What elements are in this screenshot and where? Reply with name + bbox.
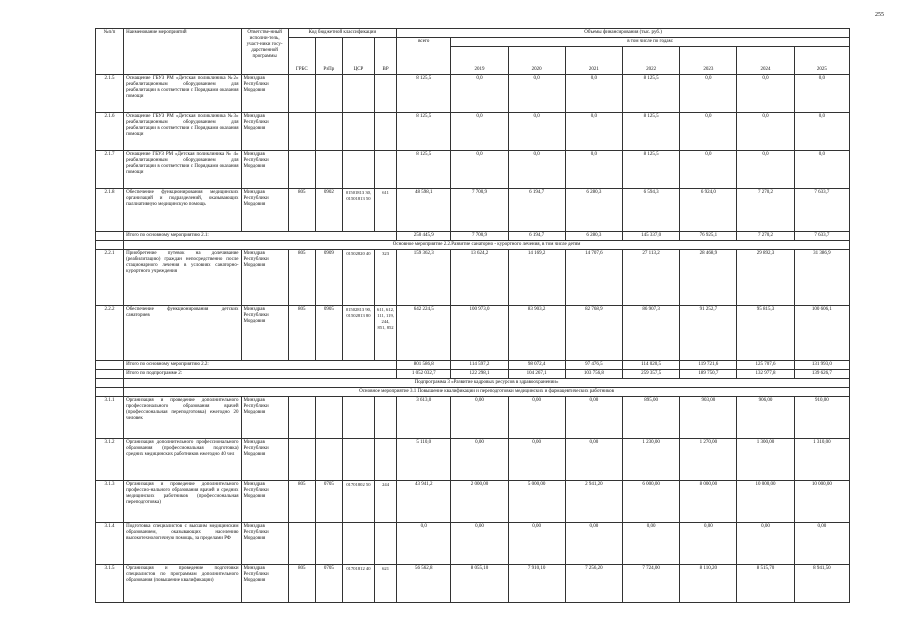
- row-year-value: 910,00: [794, 397, 849, 439]
- row-year-value: 0,0: [451, 113, 508, 151]
- row-year-value: 0,0: [794, 75, 849, 113]
- total-year-value: 7 270,2: [737, 232, 794, 241]
- budget-code-header: Код бюджетной классификации: [288, 29, 396, 38]
- row-year-value: 1 300,00: [737, 439, 794, 481]
- row-csr: 01502813 90, 01502813 80: [342, 306, 374, 361]
- table-row: [96, 151, 850, 189]
- total-year-value: 189 750,7: [680, 370, 737, 379]
- col-num-header: №п/п: [96, 29, 124, 75]
- row-year-value: 8 055,10: [451, 565, 508, 603]
- row-year-value: 6 594,3: [622, 189, 679, 232]
- row-name: Организация и проведение дополнительного профессионального образования врачей (профессиональная переподготовка) ежегодно 20 человек: [124, 397, 241, 439]
- row-year-value: 0,0: [794, 151, 849, 189]
- row-year-value: 14 169,2: [508, 250, 565, 306]
- row-responsible: Минздрав Республики Мордовия: [241, 439, 288, 481]
- col-grbs-header: ГРБС: [288, 38, 315, 75]
- row-year-value: 2 941,20: [565, 481, 622, 523]
- row-year-value: 5 000,00: [508, 481, 565, 523]
- row-year-value: 1 310,00: [794, 439, 849, 481]
- col-name-header: Наименование мероприятий: [124, 29, 241, 75]
- total-year-value: 7 700,9: [451, 232, 508, 241]
- row-grbs: [288, 397, 315, 439]
- row-rzpr: 0705: [315, 481, 342, 523]
- row-number: 3.1.3: [96, 481, 124, 523]
- row-year-value: 0,0: [737, 113, 794, 151]
- row-grbs: 805: [288, 250, 315, 306]
- row-rzpr: [315, 397, 342, 439]
- section-blank: [96, 379, 124, 388]
- year-header: 2025: [794, 47, 849, 75]
- row-csr: [342, 151, 374, 189]
- total-year-value: 97 476,5: [565, 361, 622, 370]
- row-year-value: 0,0: [737, 75, 794, 113]
- row-year-value: 82 768,9: [565, 306, 622, 361]
- row-vr: 323: [375, 250, 397, 306]
- total-year-value: 114 597,2: [451, 361, 508, 370]
- row-vr: 611, 612, 111, 119, 244, 851, 852: [375, 306, 397, 361]
- year-header: 2021: [565, 47, 622, 75]
- row-number: 3.1.1: [96, 397, 124, 439]
- row-rzpr: 0705: [315, 565, 342, 603]
- page-number: 255: [875, 12, 884, 18]
- row-year-value: 0,0: [680, 113, 737, 151]
- row-year-value: 0,0: [565, 113, 622, 151]
- section-blank: [96, 388, 124, 397]
- row-number: 2.1.8: [96, 189, 124, 232]
- row-year-value: 8 125,5: [622, 151, 679, 189]
- row-csr: 01701802 50: [342, 481, 374, 523]
- incl-years-header: в том числе по годам:: [451, 38, 850, 47]
- row-csr: [342, 397, 374, 439]
- row-csr: [342, 523, 374, 565]
- row-name: Оснащение ГБУЗ РМ «Детская поликлиника №3» реабилитационным оборудованием для реабилитации в соответствии с Порядками оказания помощи: [124, 113, 241, 151]
- row-responsible: Минздрав Республики Мордовия: [241, 189, 288, 232]
- row-year-value: 0,00: [794, 523, 849, 565]
- row-vr: [375, 439, 397, 481]
- row-year-value: 86 907,3: [622, 306, 679, 361]
- total-label: Итого по основному мероприятию 2.2:: [124, 361, 397, 370]
- row-total: 8 125,5: [397, 151, 451, 189]
- row-year-value: 0,0: [508, 75, 565, 113]
- section-row: [96, 388, 850, 397]
- row-responsible: Минздрав Республики Мордовия: [241, 523, 288, 565]
- row-grbs: [288, 75, 315, 113]
- table-row: [96, 75, 850, 113]
- row-year-value: 10 000,00: [794, 481, 849, 523]
- row-year-value: 6 924,0: [680, 189, 737, 232]
- row-year-value: 6 280,3: [565, 189, 622, 232]
- row-year-value: 0,0: [680, 151, 737, 189]
- row-year-value: 7 910,10: [508, 565, 565, 603]
- year-header: 2022: [622, 47, 679, 75]
- row-number: 3.1.2: [96, 439, 124, 481]
- total-label: Итого по основному мероприятию 2.1:: [124, 232, 397, 241]
- row-total: 5 110,0: [397, 439, 451, 481]
- table-row: [96, 306, 850, 361]
- row-responsible: Минздрав Республики Мордовия: [241, 151, 288, 189]
- row-year-value: 903,00: [680, 397, 737, 439]
- row-year-value: 0,0: [794, 113, 849, 151]
- row-year-value: 1 230,00: [622, 439, 679, 481]
- row-rzpr: [315, 151, 342, 189]
- row-vr: [375, 75, 397, 113]
- table-row: [96, 523, 850, 565]
- row-year-value: 13 624,2: [451, 250, 508, 306]
- row-rzpr: 0905: [315, 306, 342, 361]
- row-year-value: 906,00: [737, 397, 794, 439]
- row-rzpr: 0902: [315, 189, 342, 232]
- row-year-value: 29 892,3: [737, 250, 794, 306]
- row-vr: [375, 523, 397, 565]
- total-year-value: 131 993,0: [794, 361, 849, 370]
- row-year-value: 6 000,00: [622, 481, 679, 523]
- section-title: Подпрограмма 3 «Развитие кадровых ресурсов в здравоохранении»: [124, 379, 850, 388]
- row-name: Приобретение путевок на долечивание (реабилитацию) граждан непосредственно после стационарного лечения в условиях санаторно-курортного учреждения: [124, 250, 241, 306]
- table-row: [96, 113, 850, 151]
- row-year-value: 8 125,5: [622, 113, 679, 151]
- row-total: 3 613,0: [397, 397, 451, 439]
- total-year-value: 6 194,7: [508, 232, 565, 241]
- row-responsible: Минздрав Республики Мордовия: [241, 75, 288, 113]
- row-responsible: Минздрав Республики Мордовия: [241, 250, 288, 306]
- row-year-value: 1 270,00: [680, 439, 737, 481]
- row-name: Организация и проведение дополнительного профессио-нального образования врачей и средних медицинских работников (профессиональная переподготовка): [124, 481, 241, 523]
- row-rzpr: [315, 439, 342, 481]
- col-vr-header: ВР: [375, 38, 397, 75]
- table-body: [96, 75, 850, 603]
- row-year-value: 0,0: [680, 75, 737, 113]
- col-rzpr-header: РзПр: [315, 38, 342, 75]
- row-name: Организация и проведение подготовки специалистов по программам дополнительного образования (повышение квалификации): [124, 565, 241, 603]
- total-year-value: 122 298,1: [451, 370, 508, 379]
- row-responsible: Минздрав Республики Мордовия: [241, 481, 288, 523]
- row-year-value: 7 256,20: [565, 565, 622, 603]
- row-year-value: 7 270,2: [737, 189, 794, 232]
- row-year-value: 0,00: [565, 439, 622, 481]
- row-rzpr: [315, 113, 342, 151]
- total-year-value: 139 626,7: [794, 370, 849, 379]
- row-year-value: 95 815,3: [737, 306, 794, 361]
- year-header: 2019: [451, 47, 508, 75]
- row-grbs: 805: [288, 306, 315, 361]
- total-label: Итого по подпрограмме 2:: [124, 370, 397, 379]
- row-year-value: 100 606,1: [794, 306, 849, 361]
- row-year-value: 895,00: [622, 397, 679, 439]
- row-rzpr: [315, 523, 342, 565]
- total-year-value: 103 756,8: [565, 370, 622, 379]
- total-value: 801 586,8: [397, 361, 451, 370]
- row-csr: [342, 439, 374, 481]
- table-row: [96, 565, 850, 603]
- table-row: [96, 397, 850, 439]
- finance-header: Объемы финансирования (тыс. руб.): [397, 29, 850, 38]
- row-total: 642 224,5: [397, 306, 451, 361]
- row-year-value: 6 194,7: [508, 189, 565, 232]
- row-year-value: 8 125,5: [622, 75, 679, 113]
- total-year-value: 145 337,0: [622, 232, 679, 241]
- row-number: 3.1.4: [96, 523, 124, 565]
- subprogram-row: [96, 379, 850, 388]
- row-year-value: 83 903,2: [508, 306, 565, 361]
- row-rzpr: 0909: [315, 250, 342, 306]
- row-responsible: Минздрав Республики Мордовия: [241, 113, 288, 151]
- row-year-value: 0,00: [565, 397, 622, 439]
- total-row: [96, 361, 850, 370]
- row-vr: [375, 397, 397, 439]
- row-vr: 244: [375, 481, 397, 523]
- row-name: Обеспечение функционирования медицинских организаций и подразделений, оказывающих паллиативную медицинскую помощь: [124, 189, 241, 232]
- row-year-value: 2 000,00: [451, 481, 508, 523]
- row-rzpr: [315, 75, 342, 113]
- year-header: 2023: [680, 47, 737, 75]
- row-grbs: [288, 113, 315, 151]
- row-year-value: 7 633,7: [794, 189, 849, 232]
- row-total: 8 125,5: [397, 113, 451, 151]
- section-title: Основное мероприятие 3.1 Повышение квалификации и переподготовки медицинских и фармацевтических работников: [124, 388, 850, 397]
- row-vr: [375, 151, 397, 189]
- total-year-value: 114 020,5: [622, 361, 679, 370]
- row-grbs: 805: [288, 189, 315, 232]
- row-vr: 621: [375, 565, 397, 603]
- row-total: 43 941,2: [397, 481, 451, 523]
- row-responsible: Минздрав Республики Мордовия: [241, 565, 288, 603]
- col-csr-header: ЦСР: [342, 38, 374, 75]
- row-year-value: 31 386,9: [794, 250, 849, 306]
- section-blank: [96, 241, 124, 250]
- row-csr: [342, 113, 374, 151]
- row-year-value: 0,0: [451, 151, 508, 189]
- row-grbs: 805: [288, 481, 315, 523]
- row-year-value: 7 724,00: [622, 565, 679, 603]
- section-row: [96, 241, 850, 250]
- row-year-value: 8 941,50: [794, 565, 849, 603]
- row-name: Организация дополнительного профессионального образования (профессиональная подготовка) средних медицинских работников ежегодно 40 чел: [124, 439, 241, 481]
- total-year-value: 132 977,8: [737, 370, 794, 379]
- row-number: 3.1.5: [96, 565, 124, 603]
- total-row: [96, 370, 850, 379]
- total-year-value: 104 267,1: [508, 370, 565, 379]
- row-grbs: [288, 439, 315, 481]
- budget-table: [95, 28, 850, 603]
- total-year-value: 98 072,4: [508, 361, 565, 370]
- row-year-value: 0,0: [451, 75, 508, 113]
- row-year-value: 28 468,9: [680, 250, 737, 306]
- row-total: 48 598,1: [397, 189, 451, 232]
- total-blank: [96, 361, 124, 370]
- row-grbs: 805: [288, 565, 315, 603]
- row-csr: 01502820 40: [342, 250, 374, 306]
- row-year-value: 0,0: [508, 151, 565, 189]
- row-name: Оснащение ГБУЗ РМ «Детская поликлиника № 4» реабилитационным оборудованием для реабилитации в соответствии с Порядками оказания помощи: [124, 151, 241, 189]
- row-responsible: Минздрав Республики Мордовия: [241, 306, 288, 361]
- row-year-value: 8 000,00: [680, 481, 737, 523]
- row-number: 2.2.1: [96, 250, 124, 306]
- col-resp-header: Ответстве-нный исполни-тель, участ-ники госу-дарственной программы: [241, 29, 288, 75]
- row-number: 2.2.2: [96, 306, 124, 361]
- row-name: Оснащение ГБУЗ РМ «Детская поликлиника №2» реабилитационным оборудованием для реабилитации в соответствии с Порядками оказания помощи: [124, 75, 241, 113]
- row-year-value: 0,00: [508, 439, 565, 481]
- row-grbs: [288, 151, 315, 189]
- year-header: 2020: [508, 47, 565, 75]
- row-year-value: 0,0: [508, 113, 565, 151]
- row-year-value: 10 000,00: [737, 481, 794, 523]
- col-total-header: всего: [397, 38, 451, 75]
- row-number: 2.1.7: [96, 151, 124, 189]
- row-year-value: 0,00: [737, 523, 794, 565]
- row-vr: 611: [375, 189, 397, 232]
- row-year-value: 0,00: [680, 523, 737, 565]
- row-year-value: 0,0: [565, 75, 622, 113]
- table-row: [96, 250, 850, 306]
- row-csr: 01501813 30, 01501813 50: [342, 189, 374, 232]
- row-year-value: 0,0: [737, 151, 794, 189]
- row-year-value: 0,00: [451, 397, 508, 439]
- row-number: 2.1.6: [96, 113, 124, 151]
- row-csr: [342, 75, 374, 113]
- row-year-value: 100 973,0: [451, 306, 508, 361]
- row-year-value: 0,00: [565, 523, 622, 565]
- row-year-value: 27 113,2: [622, 250, 679, 306]
- row-name: Подготовка специалистов с высшим медицинским образованием, оказывающих населению высокотехнологичную помощь, за пределами РФ: [124, 523, 241, 565]
- table-row: [96, 439, 850, 481]
- row-responsible: Минздрав Республики Мордовия: [241, 397, 288, 439]
- row-year-value: 14 707,6: [565, 250, 622, 306]
- row-total: 8 125,5: [397, 75, 451, 113]
- row-year-value: 91 252,7: [680, 306, 737, 361]
- row-year-value: 0,00: [451, 439, 508, 481]
- total-blank: [96, 370, 124, 379]
- row-year-value: 0,00: [508, 523, 565, 565]
- total-value: 1 052 032,7: [397, 370, 451, 379]
- row-name: Обеспечение функционирования детских санаториев: [124, 306, 241, 361]
- row-number: 2.1.5: [96, 75, 124, 113]
- row-total: 0,0: [397, 523, 451, 565]
- row-year-value: 7 700,9: [451, 189, 508, 232]
- table-row: [96, 481, 850, 523]
- table-row: [96, 189, 850, 232]
- row-csr: 01701812 40: [342, 565, 374, 603]
- total-year-value: 125 707,6: [737, 361, 794, 370]
- row-total: 159 362,3: [397, 250, 451, 306]
- row-year-value: 8 515,70: [737, 565, 794, 603]
- table-header: [96, 29, 850, 75]
- total-year-value: 6 280,3: [565, 232, 622, 241]
- row-year-value: 0,00: [508, 397, 565, 439]
- row-year-value: 0,00: [451, 523, 508, 565]
- total-year-value: 119 721,6: [680, 361, 737, 370]
- row-year-value: 0,00: [622, 523, 679, 565]
- total-blank: [96, 232, 124, 241]
- row-vr: [375, 113, 397, 151]
- year-header: 2024: [737, 47, 794, 75]
- total-year-value: 259 357,5: [622, 370, 679, 379]
- row-year-value: 0,0: [565, 151, 622, 189]
- row-grbs: [288, 523, 315, 565]
- total-year-value: 76 925,1: [680, 232, 737, 241]
- total-row: [96, 232, 850, 241]
- row-year-value: 8 110,20: [680, 565, 737, 603]
- total-year-value: 7 633,7: [794, 232, 849, 241]
- total-value: 250 445,9: [397, 232, 451, 241]
- row-total: 56 562,8: [397, 565, 451, 603]
- section-title: Основное мероприятие 2.2.Развитие санаторно - курортного лечения, в том числе детям: [124, 241, 850, 250]
